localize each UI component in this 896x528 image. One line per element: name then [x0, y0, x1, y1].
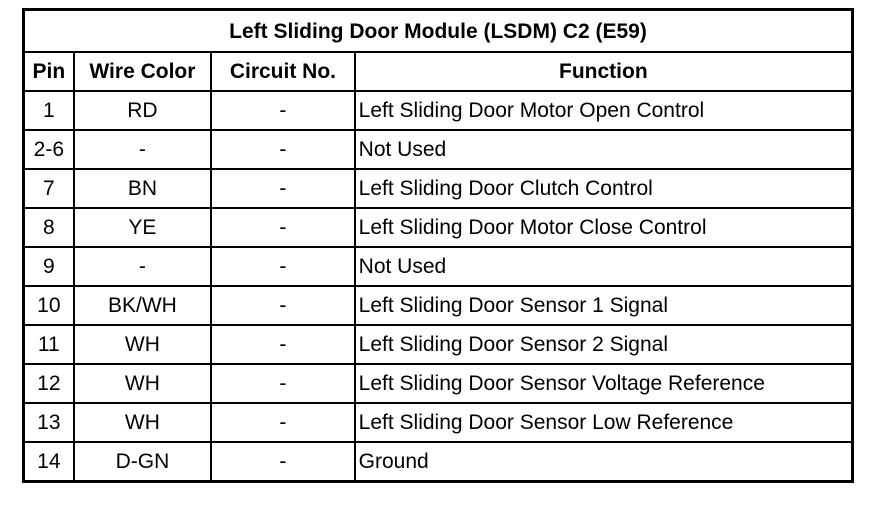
- cell-wire-color: -: [74, 130, 211, 169]
- cell-pin: 9: [24, 247, 74, 286]
- table-title: Left Sliding Door Module (LSDM) C2 (E59): [24, 10, 853, 53]
- cell-pin: 11: [24, 325, 74, 364]
- cell-circuit-no: -: [211, 91, 355, 130]
- cell-circuit-no: -: [211, 364, 355, 403]
- cell-wire-color: D-GN: [74, 442, 211, 482]
- cell-pin: 12: [24, 364, 74, 403]
- cell-function: Left Sliding Door Sensor Low Reference: [355, 403, 853, 442]
- cell-circuit-no: -: [211, 325, 355, 364]
- cell-pin: 1: [24, 91, 74, 130]
- table-row: [24, 286, 853, 325]
- cell-function: Left Sliding Door Sensor Voltage Reference: [355, 364, 853, 403]
- cell-pin: 13: [24, 403, 74, 442]
- cell-function: Not Used: [355, 247, 853, 286]
- cell-circuit-no: -: [211, 247, 355, 286]
- table-row: [24, 208, 853, 247]
- cell-circuit-no: -: [211, 403, 355, 442]
- cell-wire-color: WH: [74, 325, 211, 364]
- table-row: [24, 130, 853, 169]
- cell-wire-color: RD: [74, 91, 211, 130]
- cell-function: Ground: [355, 442, 853, 482]
- header-circuit-no: Circuit No.: [211, 52, 355, 91]
- cell-wire-color: BN: [74, 169, 211, 208]
- cell-pin: 10: [24, 286, 74, 325]
- table-row: [24, 247, 853, 286]
- cell-wire-color: YE: [74, 208, 211, 247]
- cell-function: Left Sliding Door Motor Close Control: [355, 208, 853, 247]
- header-wire-color: Wire Color: [74, 52, 211, 91]
- table-row: [24, 325, 853, 364]
- table-row: [24, 91, 853, 130]
- cell-circuit-no: -: [211, 286, 355, 325]
- cell-circuit-no: -: [211, 130, 355, 169]
- cell-wire-color: BK/WH: [74, 286, 211, 325]
- header-function: Function: [355, 52, 853, 91]
- cell-pin: 8: [24, 208, 74, 247]
- cell-pin: 2-6: [24, 130, 74, 169]
- table-row: [24, 442, 853, 482]
- cell-wire-color: WH: [74, 364, 211, 403]
- cell-wire-color: WH: [74, 403, 211, 442]
- cell-wire-color: -: [74, 247, 211, 286]
- table-row: [24, 169, 853, 208]
- cell-pin: 7: [24, 169, 74, 208]
- cell-circuit-no: -: [211, 442, 355, 482]
- cell-function: Not Used: [355, 130, 853, 169]
- table-title-row: [24, 10, 853, 53]
- cell-circuit-no: -: [211, 208, 355, 247]
- table-header-row: [24, 52, 853, 91]
- connector-pinout-table: [22, 8, 854, 483]
- table-row: [24, 364, 853, 403]
- header-pin: Pin: [24, 52, 74, 91]
- cell-pin: 14: [24, 442, 74, 482]
- cell-function: Left Sliding Door Clutch Control: [355, 169, 853, 208]
- cell-function: Left Sliding Door Sensor 2 Signal: [355, 325, 853, 364]
- cell-function: Left Sliding Door Motor Open Control: [355, 91, 853, 130]
- cell-circuit-no: -: [211, 169, 355, 208]
- cell-function: Left Sliding Door Sensor 1 Signal: [355, 286, 853, 325]
- table-row: [24, 403, 853, 442]
